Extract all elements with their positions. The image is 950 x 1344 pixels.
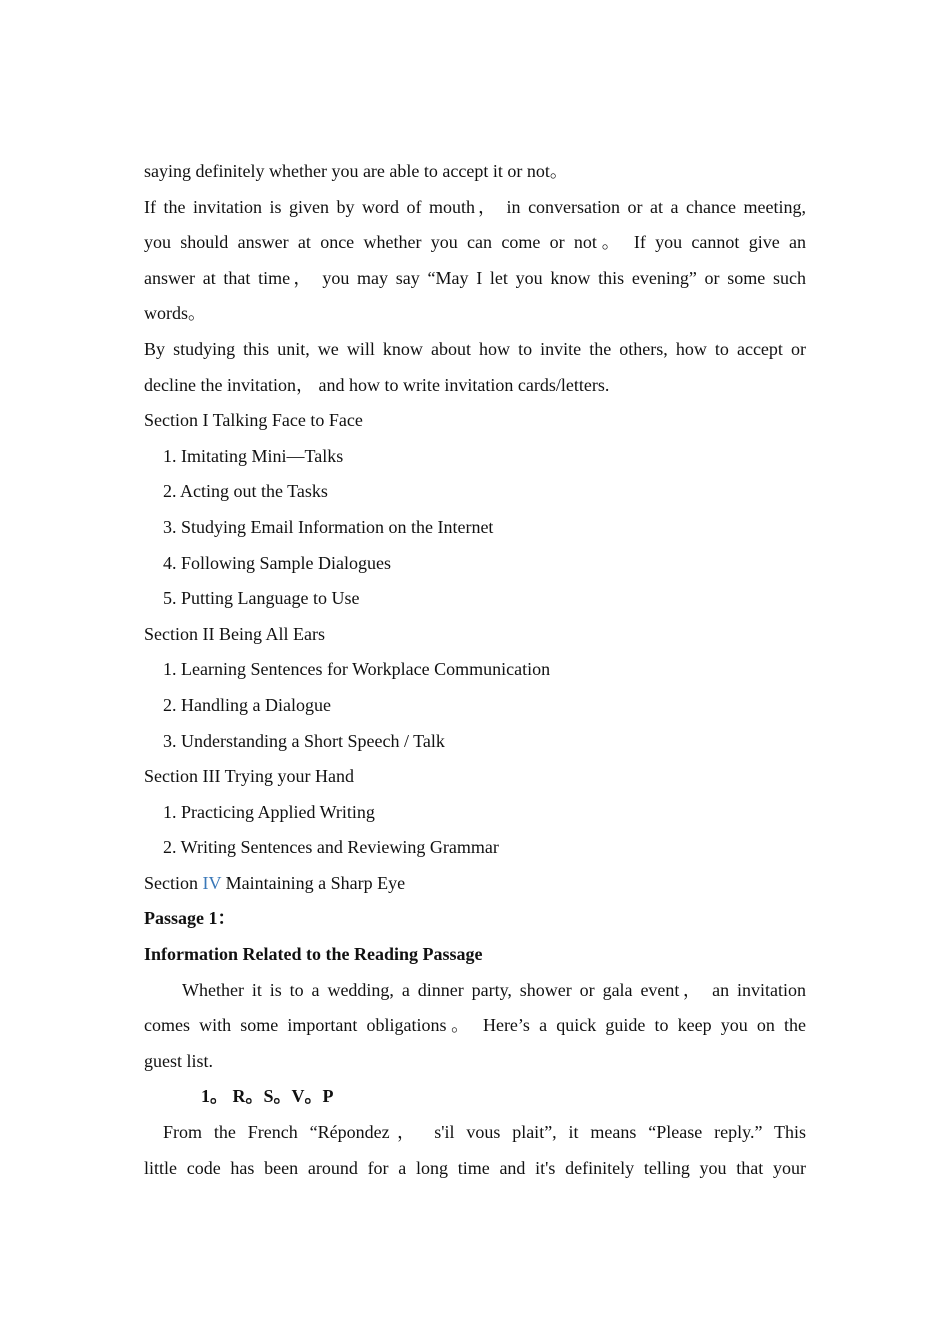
section-item: 5. Putting Language to Use <box>163 588 360 609</box>
passage-heading: Information Related to the Reading Passage <box>144 944 483 965</box>
section-item: 2. Acting out the Tasks <box>163 481 328 502</box>
paragraph-line: guest list. <box>144 1050 214 1071</box>
section-title: Section III Trying your Hand <box>144 766 354 787</box>
paragraph-line: answer at that time， you may say “May I let you know this evening” or some such <box>144 267 806 288</box>
section-item: 4. Following Sample Dialogues <box>163 552 391 573</box>
section-prefix: Section <box>144 872 203 893</box>
section-item: 1. Imitating Mini—Talks <box>163 445 344 466</box>
paragraph-line: If the invitation is given by word of mouth， in conversation or at a chance meeting, <box>144 196 806 217</box>
paragraph-continuation-line: saying definitely whether you are able to accept it or not。 <box>144 161 568 181</box>
section-suffix: Maintaining a Sharp Eye <box>221 872 406 893</box>
paragraph-line: From the French “Répondez， s'il vous plait”, it means “Please reply.” This <box>163 1122 806 1143</box>
section-item: 1. Practicing Applied Writing <box>163 801 375 822</box>
paragraph-line: words。 <box>144 303 206 324</box>
section-numeral: IV <box>202 872 222 893</box>
section-item: 3. Studying Email Information on the Internet <box>163 516 494 537</box>
paragraph-line: comes with some important obligations。 Here’s a quick guide to keep you on the <box>144 1015 806 1036</box>
section-item: 3. Understanding a Short Speech / Talk <box>163 730 445 751</box>
paragraph-line: By studying this unit, we will know about how to invite the others, how to accept or <box>144 338 806 359</box>
paragraph-line: Whether it is to a wedding, a dinner party, shower or gala event， an invitation <box>182 979 806 1000</box>
section-item: 2. Writing Sentences and Reviewing Grammar <box>163 837 499 858</box>
paragraph-line: little code has been around for a long time and it's definitely telling you that your <box>144 1157 806 1178</box>
section-item: 2. Handling a Dialogue <box>163 694 331 715</box>
section-title <box>144 866 806 902</box>
section-item: 1. Learning Sentences for Workplace Communication <box>163 659 551 680</box>
document-body <box>144 154 806 1186</box>
paragraph-line: you should answer at once whether you can come or not。 If you cannot give an <box>144 232 806 253</box>
paragraph-line: decline the invitation， and how to write invitation cards/letters. <box>144 374 610 395</box>
section-title: Section I Talking Face to Face <box>144 410 363 431</box>
passage-label: Passage 1： <box>144 908 236 929</box>
passage-subheading: 1。 R。S。V。P <box>201 1086 334 1107</box>
section-title: Section II Being All Ears <box>144 623 325 644</box>
